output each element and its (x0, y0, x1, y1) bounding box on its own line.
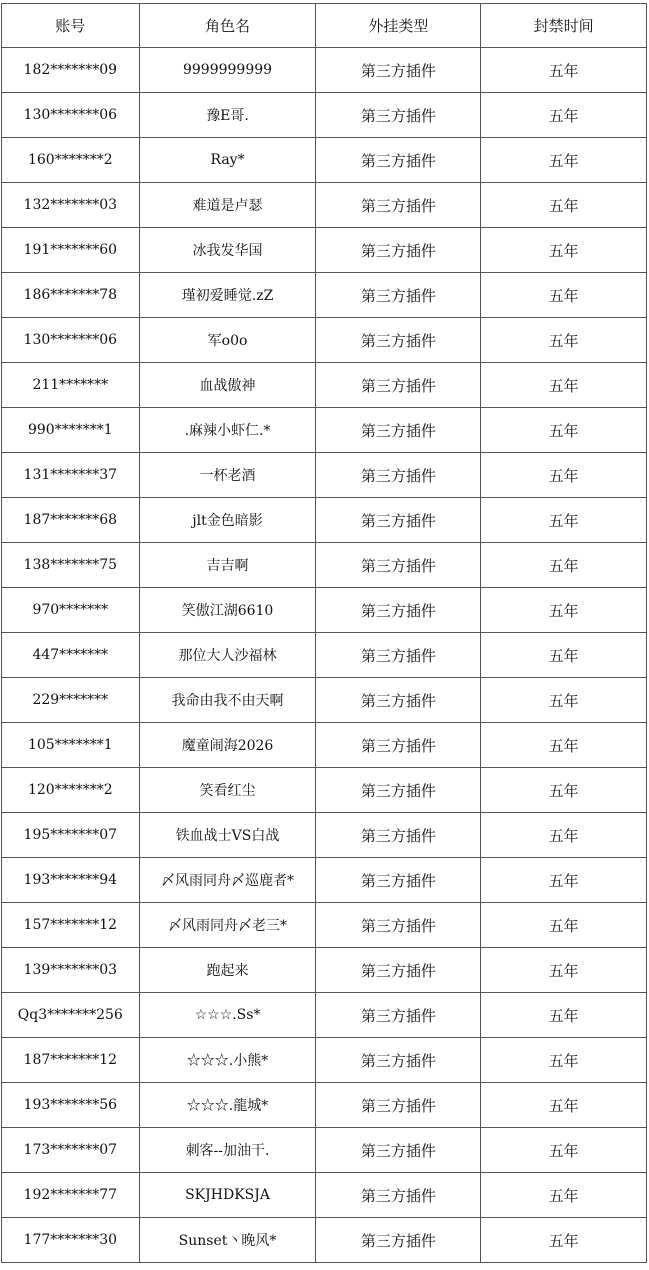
cheat-type-cell: 第三方插件 (316, 813, 481, 858)
role-name-cell: ☆☆☆.Ss* (139, 993, 316, 1038)
cheat-type-cell: 第三方插件 (316, 948, 481, 993)
ban-duration-cell: 五年 (481, 1083, 647, 1128)
account-cell: 182*******09 (2, 48, 140, 93)
role-name-cell: 瑾初爱睡觉.zZ (139, 273, 316, 318)
role-name-cell: 难道是卢瑟 (139, 183, 316, 228)
role-name-cell: 豫E哥. (139, 93, 316, 138)
role-name-cell: 一杯老酒 (139, 453, 316, 498)
account-cell: 193*******56 (2, 1083, 140, 1128)
cheat-type-cell: 第三方插件 (316, 48, 481, 93)
account-cell: 970******* (2, 588, 140, 633)
table-row (2, 723, 647, 768)
cheat-type-cell: 第三方插件 (316, 138, 481, 183)
account-cell: 131*******37 (2, 453, 140, 498)
cheat-type-cell: 第三方插件 (316, 1038, 481, 1083)
role-name-cell: 笑看红尘 (139, 768, 316, 813)
table-body (2, 48, 647, 1263)
account-cell: 160*******2 (2, 138, 140, 183)
role-name-cell: 〆风雨同舟〆巡鹿者* (139, 858, 316, 903)
account-cell: 177*******30 (2, 1218, 140, 1263)
cheat-type-cell: 第三方插件 (316, 273, 481, 318)
cheat-type-cell: 第三方插件 (316, 408, 481, 453)
column-header-ban-duration: 封禁时间 (481, 4, 647, 48)
role-name-cell: 9999999999 (139, 48, 316, 93)
table-row (2, 1128, 647, 1173)
table-row (2, 633, 647, 678)
cheat-type-cell: 第三方插件 (316, 1173, 481, 1218)
table-row (2, 993, 647, 1038)
ban-duration-cell: 五年 (481, 903, 647, 948)
table-row (2, 408, 647, 453)
table-row (2, 768, 647, 813)
column-header-role-name: 角色名 (139, 4, 316, 48)
table-row (2, 1038, 647, 1083)
account-cell: 229******* (2, 678, 140, 723)
table-row (2, 948, 647, 993)
cheat-type-cell: 第三方插件 (316, 498, 481, 543)
ban-duration-cell: 五年 (481, 993, 647, 1038)
role-name-cell: 笑傲江湖6610 (139, 588, 316, 633)
ban-duration-cell: 五年 (481, 633, 647, 678)
table-row (2, 543, 647, 588)
table-row (2, 183, 647, 228)
cheat-type-cell: 第三方插件 (316, 453, 481, 498)
ban-duration-cell: 五年 (481, 1173, 647, 1218)
table-row (2, 1218, 647, 1263)
table-row (2, 588, 647, 633)
account-cell: 157*******12 (2, 903, 140, 948)
ban-duration-cell: 五年 (481, 588, 647, 633)
role-name-cell: SKJHDKSJA (139, 1173, 316, 1218)
ban-duration-cell: 五年 (481, 138, 647, 183)
role-name-cell: ☆☆☆.龍城* (139, 1083, 316, 1128)
table-row (2, 453, 647, 498)
table-row (2, 1173, 647, 1218)
cheat-type-cell: 第三方插件 (316, 903, 481, 948)
cheat-type-cell: 第三方插件 (316, 993, 481, 1038)
account-cell: 105*******1 (2, 723, 140, 768)
account-cell: 186*******78 (2, 273, 140, 318)
ban-duration-cell: 五年 (481, 183, 647, 228)
table-row (2, 318, 647, 363)
account-cell: 132*******03 (2, 183, 140, 228)
ban-list-table (1, 3, 647, 1263)
header-row (2, 4, 647, 48)
table-row (2, 93, 647, 138)
ban-duration-cell: 五年 (481, 93, 647, 138)
account-cell: 139*******03 (2, 948, 140, 993)
role-name-cell: 刺客--加油干. (139, 1128, 316, 1173)
table-header (2, 4, 647, 48)
column-header-cheat-type: 外挂类型 (316, 4, 481, 48)
role-name-cell: 我命由我不由天啊 (139, 678, 316, 723)
ban-duration-cell: 五年 (481, 1128, 647, 1173)
table-row (2, 903, 647, 948)
table-row (2, 228, 647, 273)
ban-duration-cell: 五年 (481, 858, 647, 903)
role-name-cell: 血战傲神 (139, 363, 316, 408)
table-row (2, 813, 647, 858)
cheat-type-cell: 第三方插件 (316, 678, 481, 723)
ban-duration-cell: 五年 (481, 363, 647, 408)
role-name-cell: 跑起来 (139, 948, 316, 993)
role-name-cell: 铁血战士VS白战 (139, 813, 316, 858)
ban-duration-cell: 五年 (481, 678, 647, 723)
table-row (2, 138, 647, 183)
table-row (2, 1083, 647, 1128)
cheat-type-cell: 第三方插件 (316, 768, 481, 813)
account-cell: 138*******75 (2, 543, 140, 588)
cheat-type-cell: 第三方插件 (316, 543, 481, 588)
cheat-type-cell: 第三方插件 (316, 363, 481, 408)
account-cell: 191*******60 (2, 228, 140, 273)
ban-duration-cell: 五年 (481, 408, 647, 453)
account-cell: 447******* (2, 633, 140, 678)
role-name-cell: 那位大人沙福林 (139, 633, 316, 678)
cheat-type-cell: 第三方插件 (316, 723, 481, 768)
table-row (2, 498, 647, 543)
account-cell: 193*******94 (2, 858, 140, 903)
ban-duration-cell: 五年 (481, 498, 647, 543)
cheat-type-cell: 第三方插件 (316, 228, 481, 273)
ban-duration-cell: 五年 (481, 723, 647, 768)
table-row (2, 273, 647, 318)
table-row (2, 48, 647, 93)
account-cell: 990*******1 (2, 408, 140, 453)
ban-duration-cell: 五年 (481, 228, 647, 273)
cheat-type-cell: 第三方插件 (316, 93, 481, 138)
account-cell: 211******* (2, 363, 140, 408)
ban-duration-cell: 五年 (481, 543, 647, 588)
column-header-account: 账号 (2, 4, 140, 48)
account-cell: 130*******06 (2, 318, 140, 363)
ban-duration-cell: 五年 (481, 813, 647, 858)
role-name-cell: 吉吉啊 (139, 543, 316, 588)
role-name-cell: ☆☆☆.小熊* (139, 1038, 316, 1083)
account-cell: Qq3*******256 (2, 993, 140, 1038)
role-name-cell: 魔童闹海2026 (139, 723, 316, 768)
ban-duration-cell: 五年 (481, 318, 647, 363)
account-cell: 173*******07 (2, 1128, 140, 1173)
role-name-cell: 冰我发华国 (139, 228, 316, 273)
role-name-cell: Ray* (139, 138, 316, 183)
ban-duration-cell: 五年 (481, 273, 647, 318)
role-name-cell: 〆风雨同舟〆老三* (139, 903, 316, 948)
ban-duration-cell: 五年 (481, 1038, 647, 1083)
account-cell: 192*******77 (2, 1173, 140, 1218)
cheat-type-cell: 第三方插件 (316, 588, 481, 633)
role-name-cell: Sunset丶晚风* (139, 1218, 316, 1263)
account-cell: 130*******06 (2, 93, 140, 138)
ban-duration-cell: 五年 (481, 1218, 647, 1263)
cheat-type-cell: 第三方插件 (316, 183, 481, 228)
account-cell: 187*******68 (2, 498, 140, 543)
ban-duration-cell: 五年 (481, 768, 647, 813)
table-row (2, 858, 647, 903)
ban-duration-cell: 五年 (481, 48, 647, 93)
cheat-type-cell: 第三方插件 (316, 318, 481, 363)
cheat-type-cell: 第三方插件 (316, 1128, 481, 1173)
cheat-type-cell: 第三方插件 (316, 1083, 481, 1128)
account-cell: 120*******2 (2, 768, 140, 813)
role-name-cell: jlt金色暗影 (139, 498, 316, 543)
cheat-type-cell: 第三方插件 (316, 858, 481, 903)
role-name-cell: .麻辣小虾仁.* (139, 408, 316, 453)
role-name-cell: 军o0o (139, 318, 316, 363)
ban-duration-cell: 五年 (481, 948, 647, 993)
account-cell: 195*******07 (2, 813, 140, 858)
cheat-type-cell: 第三方插件 (316, 1218, 481, 1263)
table-row (2, 363, 647, 408)
account-cell: 187*******12 (2, 1038, 140, 1083)
cheat-type-cell: 第三方插件 (316, 633, 481, 678)
table-row (2, 678, 647, 723)
ban-duration-cell: 五年 (481, 453, 647, 498)
